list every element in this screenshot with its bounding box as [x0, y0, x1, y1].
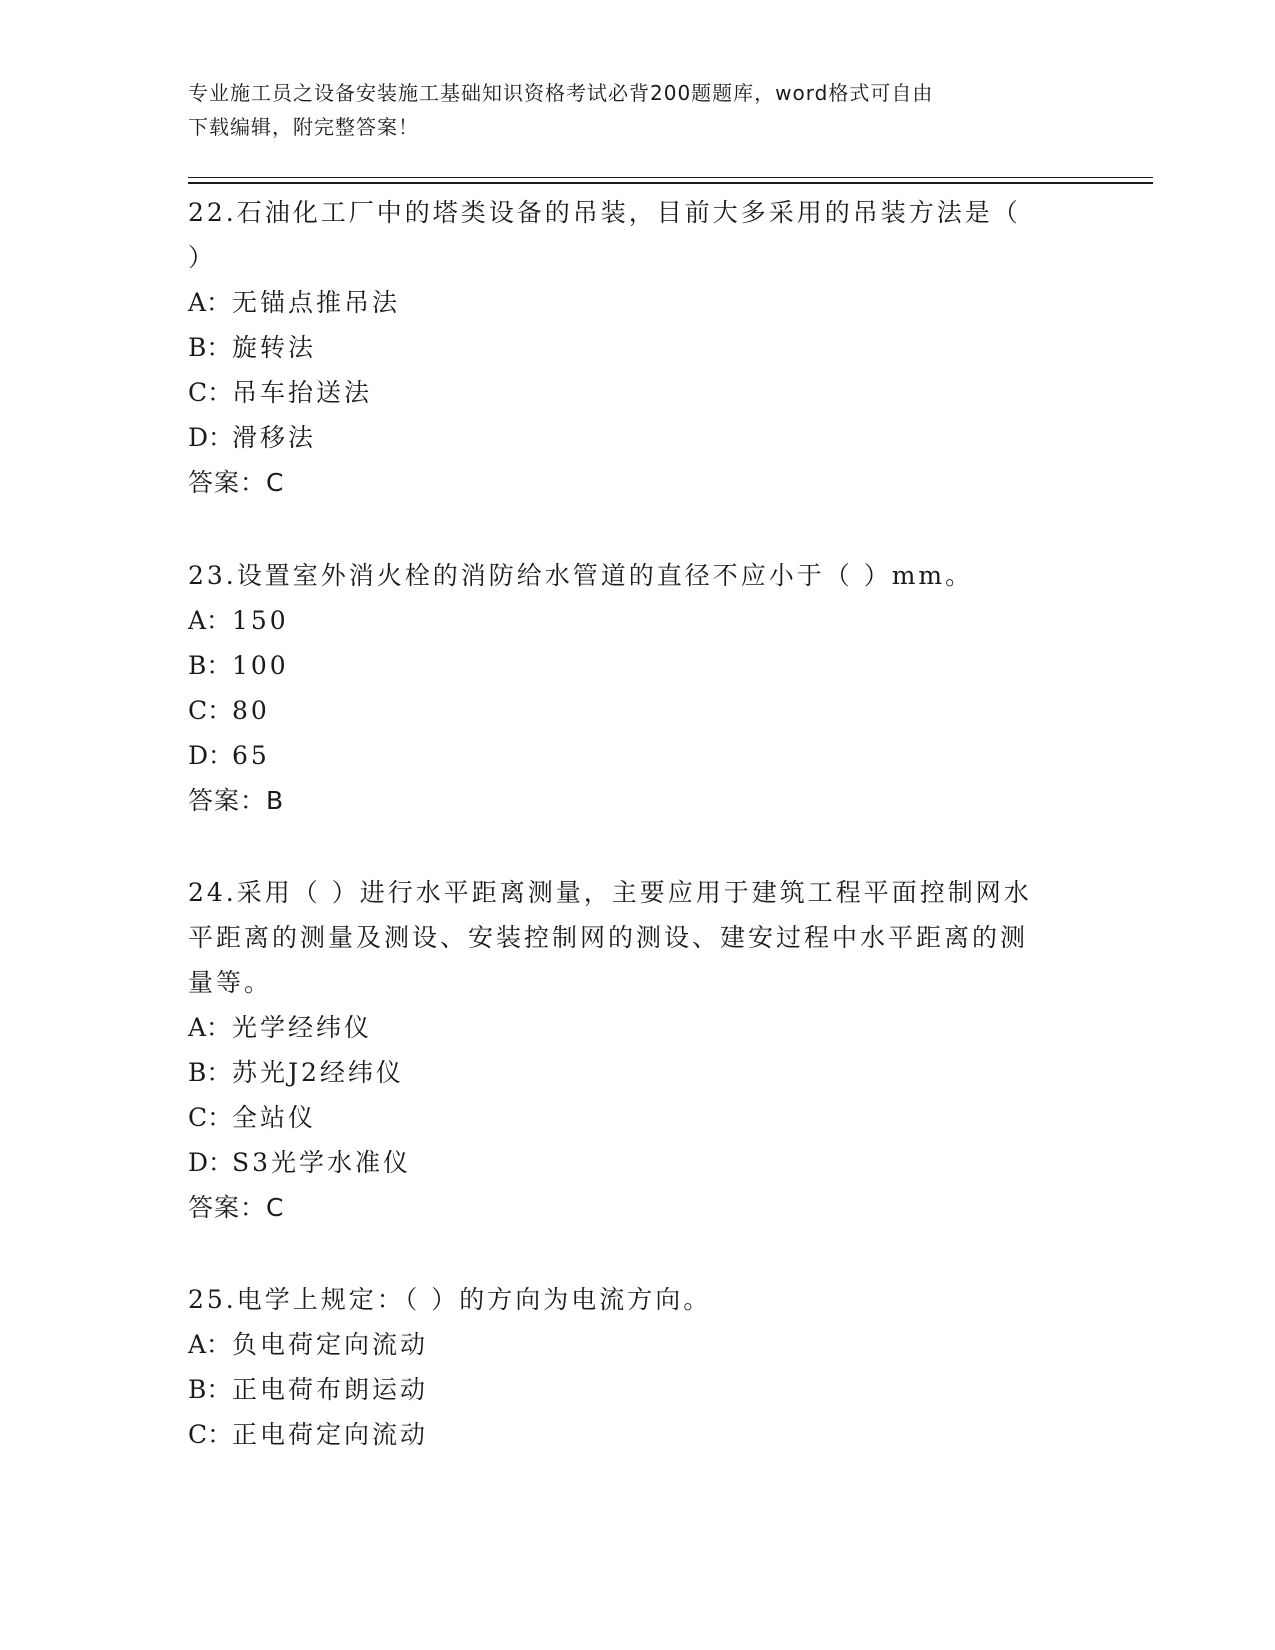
option-key: C： — [188, 378, 233, 407]
option-text: 150 — [232, 606, 289, 635]
option-a — [188, 1322, 1068, 1367]
option-text: S3光学水准仪 — [232, 1148, 412, 1177]
option-text: 光学经纬仪 — [232, 1013, 373, 1042]
option-d — [188, 1140, 1068, 1185]
question-25 — [188, 1277, 1068, 1457]
question-stem-line: 24.采用（ ）进行水平距离测量，主要应用于建筑工程平面控制网水 — [188, 878, 1032, 907]
option-text: 80 — [232, 696, 270, 725]
option-key: C： — [188, 1103, 233, 1132]
header-line-1: 专业施工员之设备安装施工基础知识资格考试必背200题题库，word格式可自由 — [188, 81, 934, 105]
question-stem-line: 平距离的测量及测设、安装控制网的测设、建安过程中水平距离的测 — [188, 923, 1029, 952]
option-text: 100 — [232, 651, 289, 680]
option-key: A： — [188, 1330, 232, 1359]
header-line-2: 下载编辑，附完整答案！ — [188, 115, 419, 139]
option-d — [188, 733, 1068, 778]
option-key: B： — [188, 333, 232, 362]
option-text: 负电荷定向流动 — [232, 1330, 429, 1359]
question-23 — [188, 553, 1068, 823]
option-a — [188, 598, 1068, 643]
option-key: D： — [188, 423, 234, 452]
option-text: 苏光J2经纬仪 — [232, 1058, 404, 1087]
option-key: C： — [188, 1420, 233, 1449]
option-a — [188, 1005, 1068, 1050]
option-key: A： — [188, 606, 232, 635]
option-c — [188, 688, 1068, 733]
option-text: 无锚点推吊法 — [232, 288, 401, 317]
option-key: A： — [188, 288, 232, 317]
option-b — [188, 1050, 1068, 1095]
answer: 答案：B — [188, 786, 285, 815]
option-c — [188, 370, 1068, 415]
question-stem-line: 22.石油化工厂中的塔类设备的吊装，目前大多采用的吊装方法是（ — [188, 198, 1021, 227]
option-b — [188, 1367, 1068, 1412]
question-stem-line: 25.电学上规定：（ ）的方向为电流方向。 — [188, 1285, 712, 1314]
option-text: 滑移法 — [232, 423, 317, 452]
option-key: B： — [188, 651, 232, 680]
option-key: D： — [188, 741, 234, 770]
question-24 — [188, 870, 1068, 1230]
option-d — [188, 415, 1068, 460]
document-header — [188, 76, 1068, 144]
option-b — [188, 325, 1068, 370]
option-text: 旋转法 — [232, 333, 317, 362]
option-key: A： — [188, 1013, 232, 1042]
option-text: 正电荷布朗运动 — [232, 1375, 429, 1404]
option-key: B： — [188, 1375, 232, 1404]
option-a — [188, 280, 1068, 325]
answer: 答案：C — [188, 468, 285, 497]
option-c — [188, 1412, 1068, 1457]
option-key: B： — [188, 1058, 232, 1087]
question-22 — [188, 190, 1068, 505]
option-c — [188, 1095, 1068, 1140]
option-text: 吊车抬送法 — [232, 378, 373, 407]
question-stem-line: ） — [188, 243, 217, 272]
option-key: C： — [188, 696, 233, 725]
option-text: 65 — [232, 741, 270, 770]
option-b — [188, 643, 1068, 688]
answer: 答案：C — [188, 1193, 285, 1222]
option-text: 全站仪 — [232, 1103, 317, 1132]
option-key: D： — [188, 1148, 234, 1177]
header-divider-thick — [188, 182, 1153, 184]
header-divider-thin — [188, 177, 1153, 178]
question-stem-line: 量等。 — [188, 968, 273, 997]
question-stem-line: 23.设置室外消火栓的消防给水管道的直径不应小于（ ）mm。 — [188, 561, 974, 590]
option-text: 正电荷定向流动 — [232, 1420, 429, 1449]
